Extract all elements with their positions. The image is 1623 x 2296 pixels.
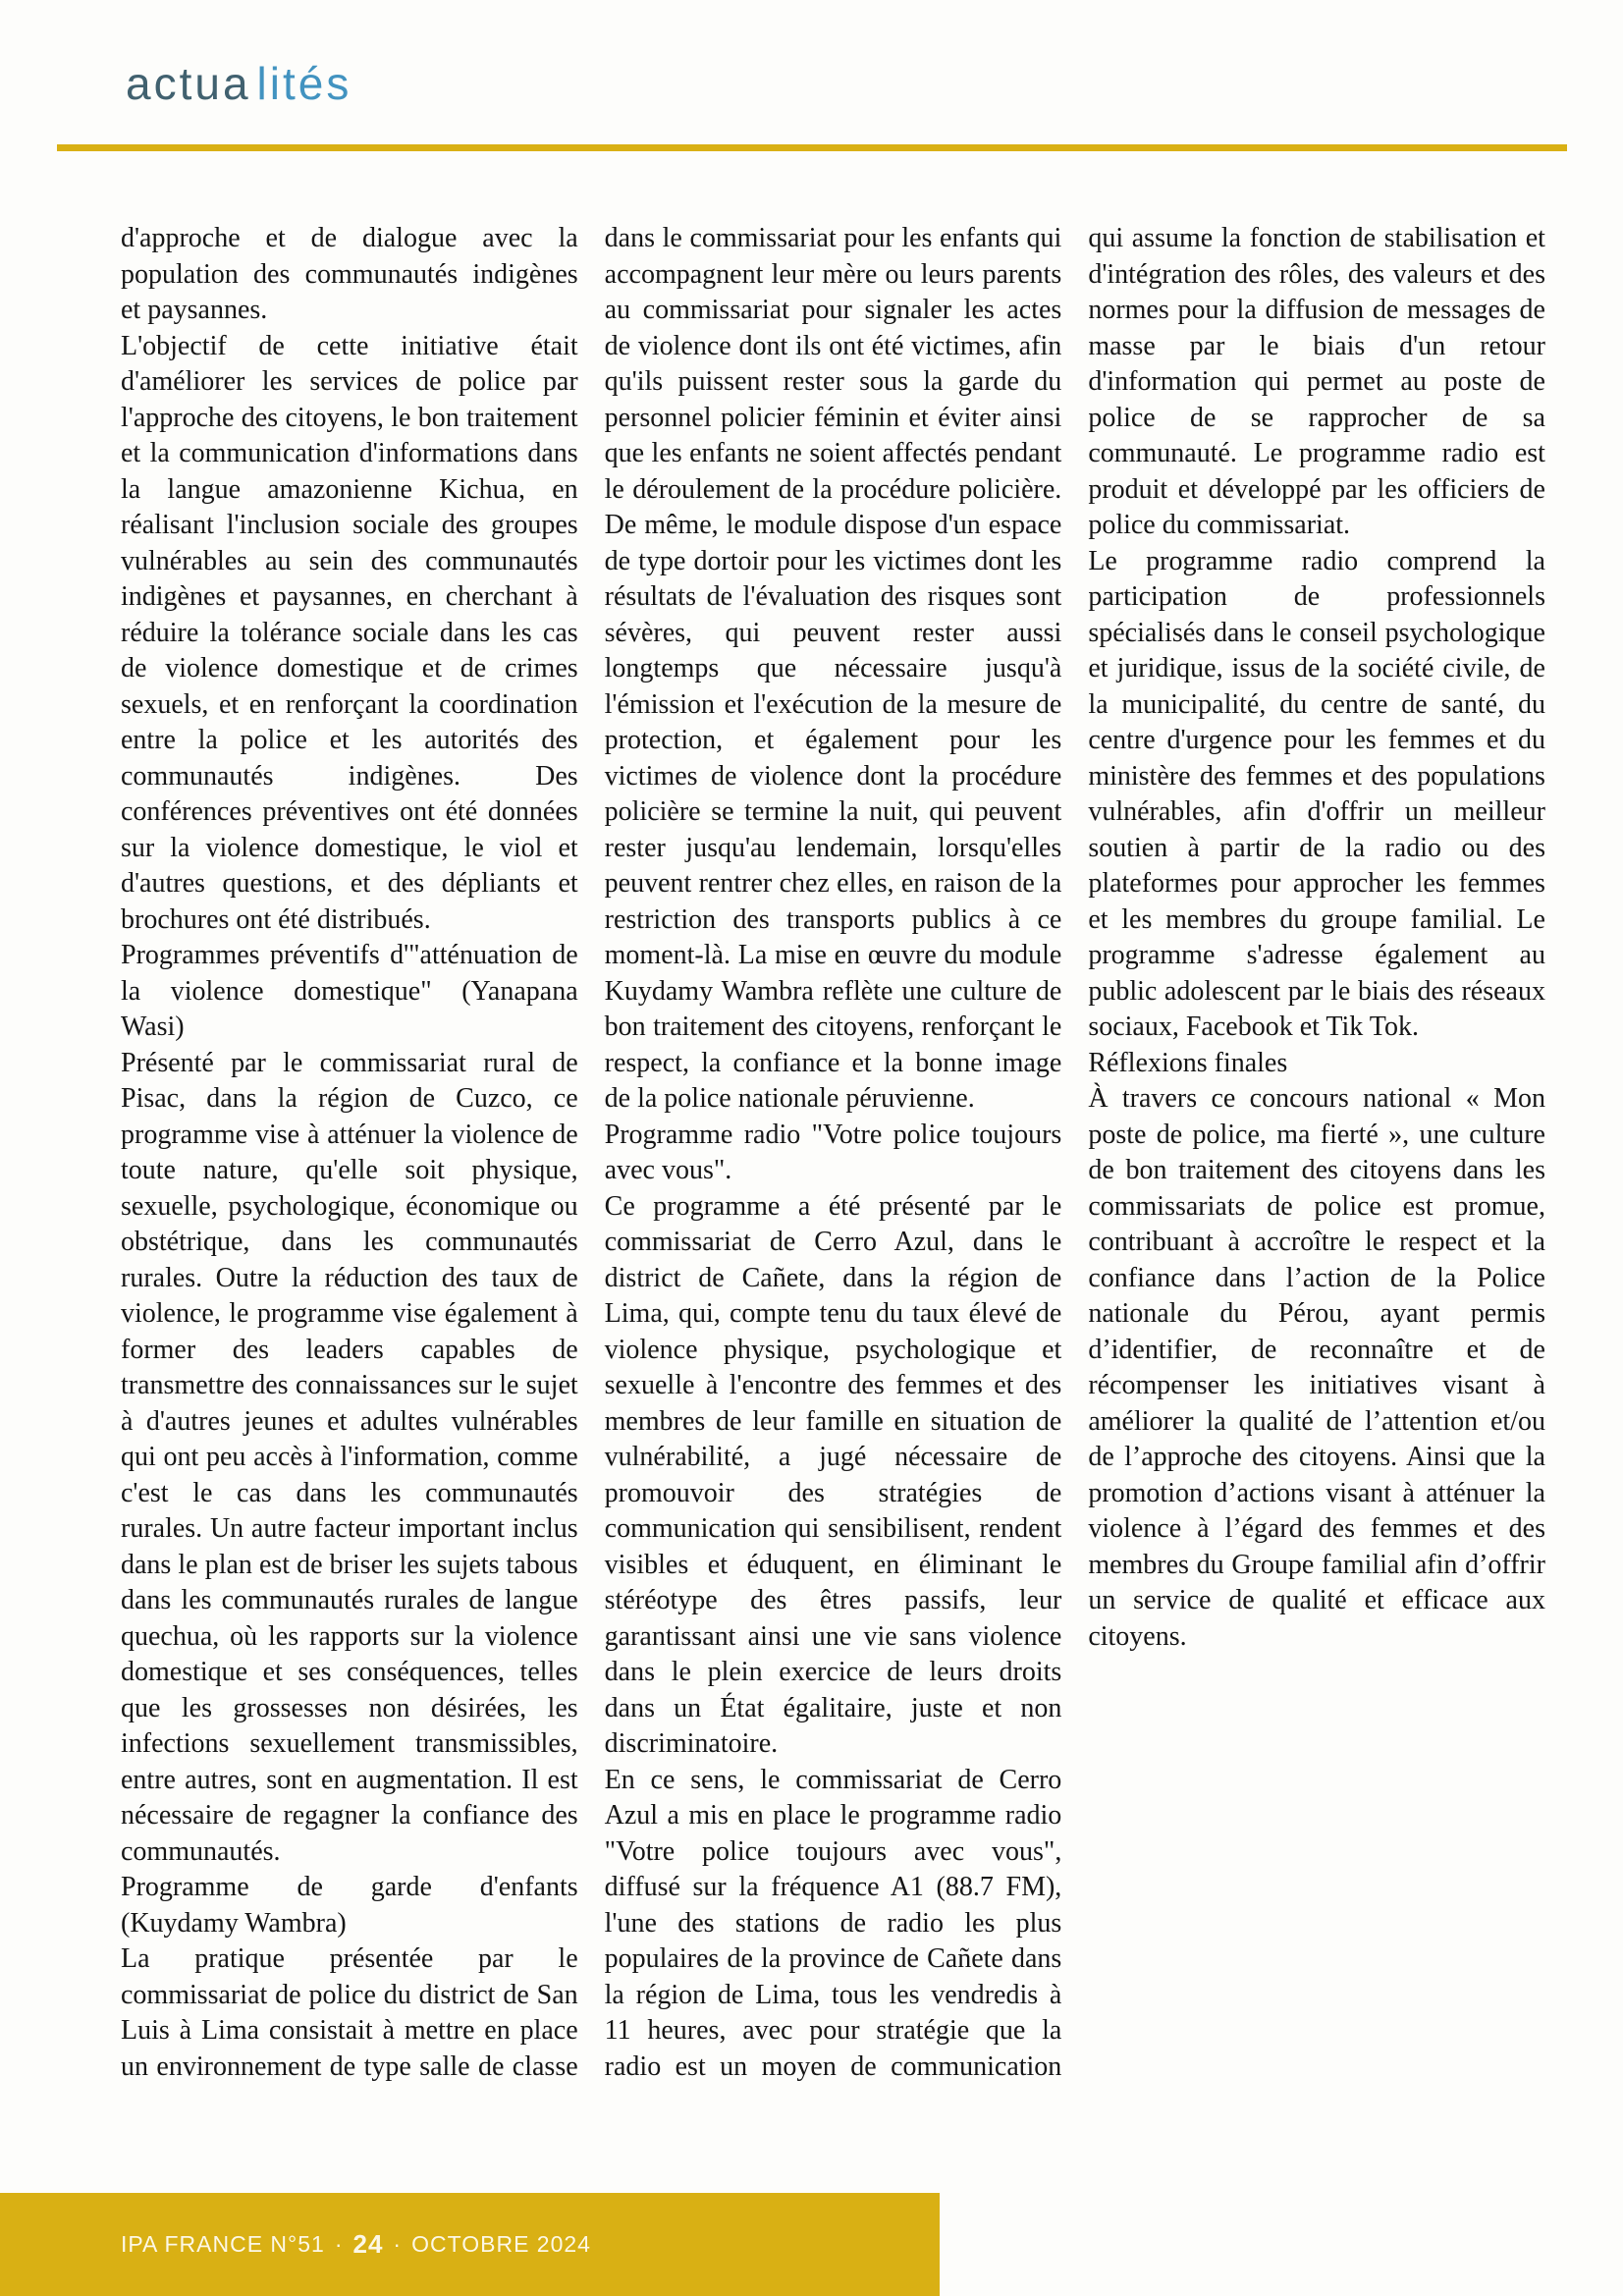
article-paragraph: d'approche et de dialogue avec la population des communautés indigènes et paysannes. (121, 223, 578, 325)
section-title-part-1: actua (126, 58, 251, 109)
article-paragraph: Le programme radio comprend la participation de professionnels spécialisés dans le conseil psychologique et juridique, issus de la société civile, de la municipalité, du centre de santé, du centre d'urgence pour les femmes et du ministère des femmes et des populations vulnérables, afin d'offrir un meilleur soutien à partir de la radio ou des plateformes pour approcher les femmes et les membres du groupe familial. Le programme s'adresse également au public adolescent par le biais des réseaux sociaux, Facebook et Tik Tok. (1088, 545, 1545, 1042)
article-paragraph: Présenté par le commissariat rural de Pisac, dans la région de Cuzco, ce programme vise à atténuer la violence de toute nature, qu'elle soit physique, sexuelle, psychologique, économique ou obstétrique, dans les communautés rurales. Outre la réduction des taux de violence, le programme vise également à former des leaders capables de transmettre des connaissances sur le sujet à d'autres jeunes et adultes vulnérables qui ont peu accès à l'information, comme c'est le cas dans les communautés rurales. Un autre facteur important inclus dans le plan est de briser les sujets tabous dans les communautés rurales de langue quechua, où les rapports sur la violence domestique et ses conséquences, telles que les grossesses non désirées, les infections sexuellement transmissibles, entre autres, sont en augmentation. Il est nécessaire de regagner la confiance des communautés. (121, 1047, 578, 1867)
article-paragraph: L'objectif de cette initiative était d'améliorer les services de police par l'approche des citoyens, le bon traitement et la communication d'informations dans la langue amazonienne Kichua, en réalisant l'inclusion sociale des groupes vulnérables au sein des communautés indigènes et paysannes, en cherchant à réduire la tolérance sociale dans les cas de violence domestique et de crimes sexuels, et en renforçant la coordination entre la police et les autorités des communautés indigènes. Des conférences préventives ont été données sur la violence domestique, le viol et d'autres questions, et des dépliants et brochures ont été distribués. (121, 330, 578, 935)
footer-separator: · (334, 2231, 344, 2257)
article-paragraph: La pratique présentée par le commissariat de police du district de San Luis à Lima consistait à mettre en place un environnement de type salle de classe dans le commissariat pour les enfants qui accompagnent leur mère ou leurs parents au commissariat pour signaler les actes de violence dont ils ont été victimes, afin qu'ils puissent rester sous la garde du personnel policier féminin et éviter ainsi que les enfants ne soient affectés pendant le déroulement de la procédure policière. De même, le module dispose d'un espace de type dortoir pour les victimes dont les résultats de l'évaluation des risques sont sévères, qui peuvent rester aussi longtemps que nécessaire jusqu'à l'émission et l'exécution de la mesure de protection, et également pour les victimes de violence dont la procédure policière se termine la nuit, qui peuvent rester jusqu'au lendemain, lorsqu'elles peuvent rentrer chez elles, en raison de la restriction des transports publics à ce moment-là. La mise en œuvre du module Kuydamy Wambra reflète une culture de bon traitement des citoyens, renforçant le respect, la confiance et la bonne image de la police nationale péruvienne. (121, 223, 1062, 2082)
article-paragraph: Ce programme a été présenté par le commissariat de Cerro Azul, dans le district de Cañete, dans la région de Lima, qui, compte tenu du taux élevé de violence physique, psychologique et sexuelle à l'encontre des femmes et des membres de leur famille en situation de vulnérabilité, a jugé nécessaire de promouvoir des stratégies de communication qui sensibilisent, rendent visibles et éduquent, en éliminant le stéréotype des êtres passifs, leur garantissant ainsi une vie sans violence dans le plein exercice de leurs droits dans un État égalitaire, juste et non discriminatoire. (604, 1190, 1062, 1759)
article-columns (121, 221, 1545, 2087)
footer-date: OCTOBRE 2024 (411, 2231, 591, 2257)
footer-text (121, 2193, 591, 2296)
article-paragraph: Programmes préventifs d'"atténuation de la violence domestique" (Yanapana Wasi) (121, 940, 578, 1042)
section-title (126, 58, 352, 109)
section-title-part-2: lités (256, 58, 352, 109)
article-paragraph: Programme radio "Votre police toujours avec vous". (604, 1119, 1062, 1185)
footer-bar (0, 2193, 940, 2296)
footer-issue: IPA FRANCE N°51 (121, 2231, 325, 2257)
article-paragraph: En ce sens, le commissariat de Cerro Azul a mis en place le programme radio "Votre police toujours avec vous", diffusé sur la fréquence A1 (88.7 FM), l'une des stations de radio les plus populaires de la province de Cañete dans la région de Lima, tous les vendredis à 11 heures, avec pour stratégie que la radio est un moyen de communication qui assume la fonction de stabilisation et d'intégration des rôles, des valeurs et des normes pour la diffusion de messages de masse par le biais d'un retour d'information qui permet au poste de police de se rapprocher de sa communauté. Le programme radio est produit et développé par les officiers de police du commissariat. (604, 223, 1545, 2082)
footer-separator: · (393, 2231, 403, 2257)
article-subheading: Réflexions finales (1088, 1047, 1288, 1078)
footer-page-number: 24 (352, 2229, 384, 2259)
article-paragraph: À travers ce concours national « Mon poste de police, ma fierté », une culture de bon traitement des citoyens dans les commissariats de police est promue, contribuant à accroître le respect et la confiance dans l’action de la Police nationale du Pérou, ayant permis d’identifier, de reconnaître et de récompenser les initiatives visant à améliorer la qualité de l’attention et/ou de l’approche des citoyens. Ainsi que la promotion d’actions visant à atténuer la violence à l’égard des femmes et des membres du Groupe familial afin d’offrir un service de qualité et efficace aux citoyens. (1088, 1083, 1545, 1652)
header-divider-rule (57, 144, 1567, 151)
article-paragraph: Programme de garde d'enfants (Kuydamy Wambra) (121, 1872, 578, 1939)
